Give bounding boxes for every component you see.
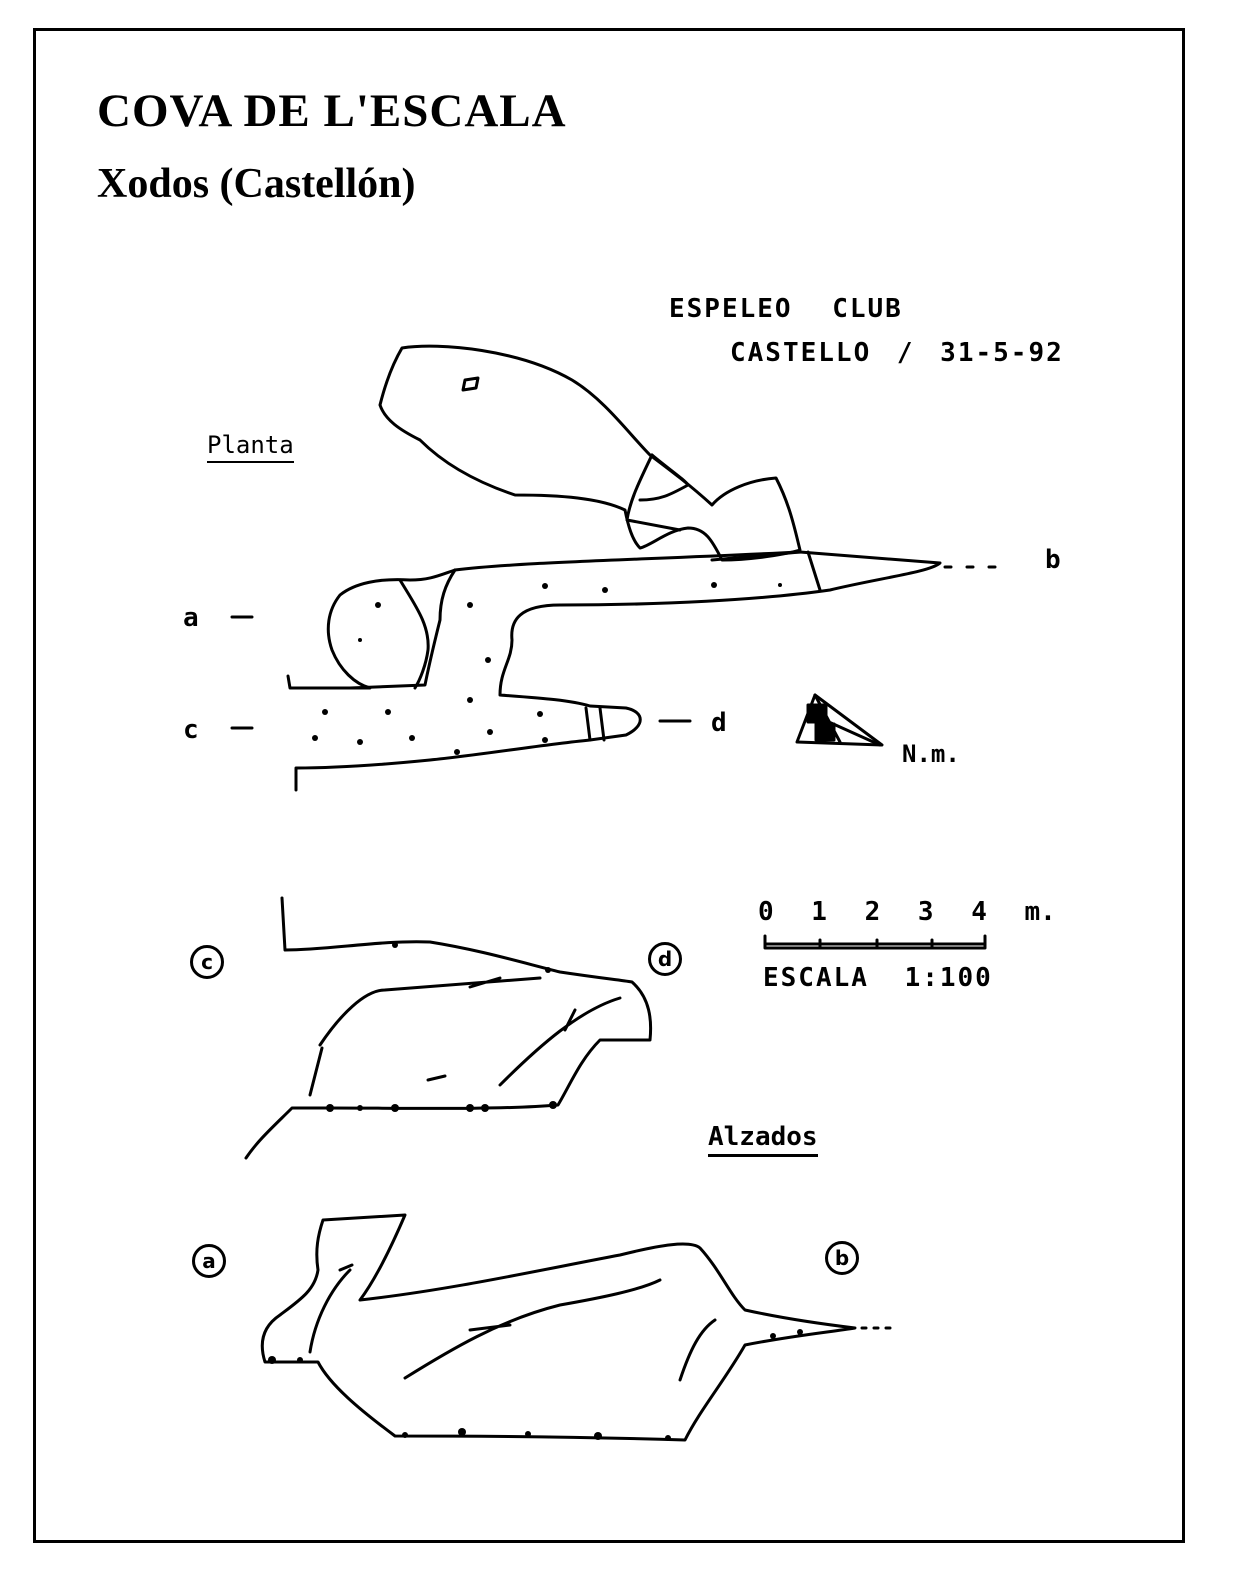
plan-upper-chamber [380,346,800,560]
scale-bar [765,936,985,948]
elevation-a-b [262,1215,855,1440]
elevation-c-d [246,898,651,1158]
north-label: N.m. [902,740,960,768]
plan-marker-c: c [183,715,199,745]
plan-label: Planta [207,431,294,463]
cave-title: COVA DE L'ESCALA [97,85,567,137]
plan-main-gallery [296,552,940,790]
elevation-marker-b: b [825,1241,859,1275]
elevation-marker-a: a [192,1244,226,1278]
scale-label: ESCALA 1:100 [763,963,993,993]
elevation-marker-c: c [190,945,224,979]
elevations-label: Alzados [708,1122,818,1157]
club-place-date: CASTELLO / 31-5-92 [730,338,1064,368]
plan-marker-d: d [711,708,727,738]
club-name: ESPELEO CLUB [669,294,903,324]
plan-side-chamber [288,570,455,688]
cave-location: Xodos (Castellón) [97,161,416,207]
plan-marker-b: b [1045,545,1061,575]
scale-ticks: 0 1 2 3 4 m. [758,897,1056,927]
plan-marker-a: a [183,603,199,633]
elevation-marker-d: d [648,942,682,976]
